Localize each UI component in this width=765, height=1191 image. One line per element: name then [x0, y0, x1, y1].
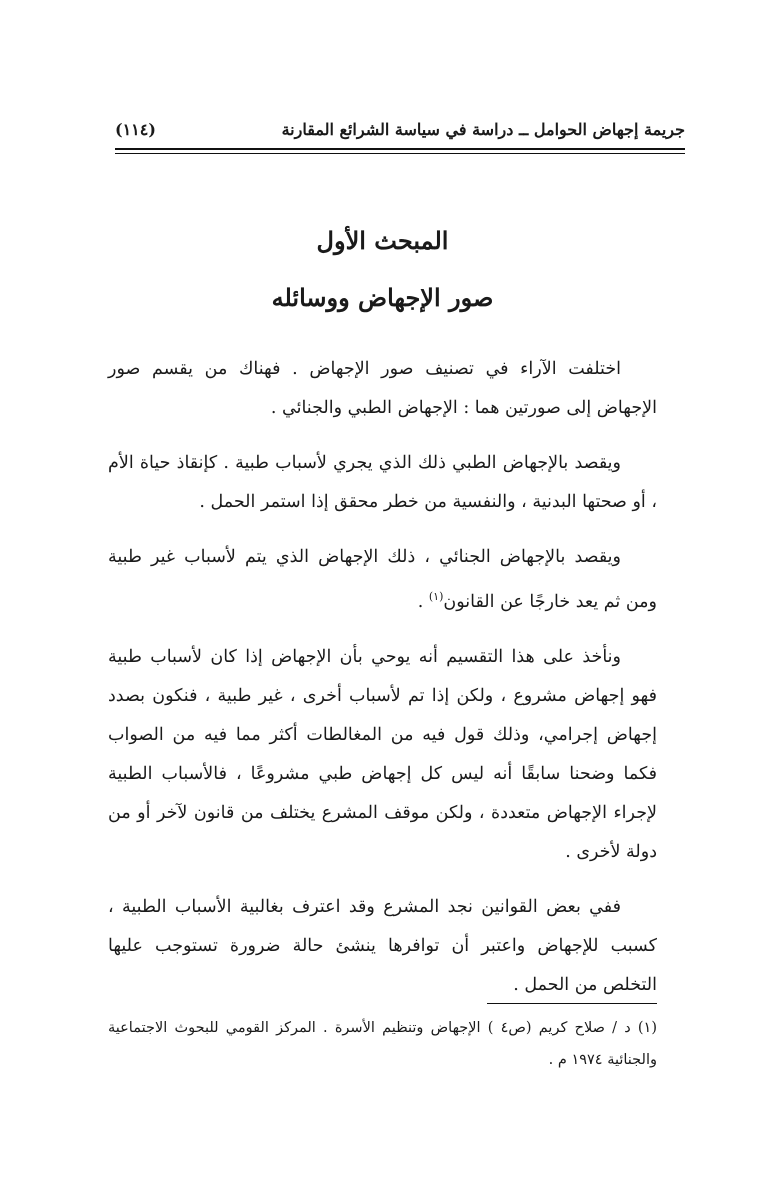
paragraph-text: ويقصد بالإجهاض الجنائي ، ذلك الإجهاض الذي يتم لأسباب غير طبية ومن ثم يعد خارجًا عن القانون	[108, 547, 657, 612]
paragraph: ويقصد بالإجهاض الطبي ذلك الذي يجري لأسباب طبية . كإنقاذ حياة الأم ، أو صحتها البدنية ، والنفسية من خطر محقق إذا استمر الحمل .	[108, 453, 657, 512]
footnote-rule	[487, 1003, 657, 1004]
footnote-marker: (١)	[428, 590, 444, 603]
running-header	[115, 118, 685, 150]
paragraph: ففي بعض القوانين نجد المشرع وقد اعترف بغالبية الأسباب الطبية ، كسبب للإجهاض واعتبر أن توافرها ينشئ حالة ضرورة تستوجب عليها التخلص من الحمل .	[108, 896, 657, 995]
page-number: (١١٤)	[115, 120, 156, 139]
section-subheading: صور الإجهاض ووسائله	[271, 283, 494, 312]
paragraph: ونأخذ على هذا التقسيم أنه يوحي بأن الإجهاض إذا كان لأسباب طبية فهو إجهاض مشروع ، ولكن إذا تم لأسباب أخرى ، غير طبية ، فنكون بصدد إجهاض إجرامي، وذلك قول فيه من المغالطات أكثر مما فيه من الصواب فكما وضحنا سابقًا أنه ليس كل إجهاض طبي مشروعًا ، فالأسباب الطبية لإجراء الإجهاض متعددة ، ولكن موقف المشرع يختلف من قانون لآخر أو من دولة لأخرى .	[108, 646, 657, 862]
body-text	[108, 350, 657, 1021]
footnote-text: (١) د / صلاح كريم (ص٤ ) الإجهاض وتنظيم الأسرة . المركز القومي للبحوث الاجتماعية والجنائية ١٩٧٤ م .	[108, 1020, 657, 1068]
running-header-title: جريمة إجهاض الحوامل ــ دراسة في سياسة الشرائع المقارنة	[281, 120, 685, 139]
footnote	[108, 1012, 657, 1076]
header-rule-secondary	[115, 153, 685, 154]
paragraph-end: .	[417, 591, 429, 612]
paragraph: اختلفت الآراء في تصنيف صور الإجهاض . فهناك من يقسم صور الإجهاض إلى صورتين هما : الإجهاض الطبي والجنائي .	[108, 359, 657, 418]
section-heading: المبحث الأول	[316, 226, 449, 255]
header-rule	[115, 148, 685, 150]
paragraph	[108, 538, 657, 622]
